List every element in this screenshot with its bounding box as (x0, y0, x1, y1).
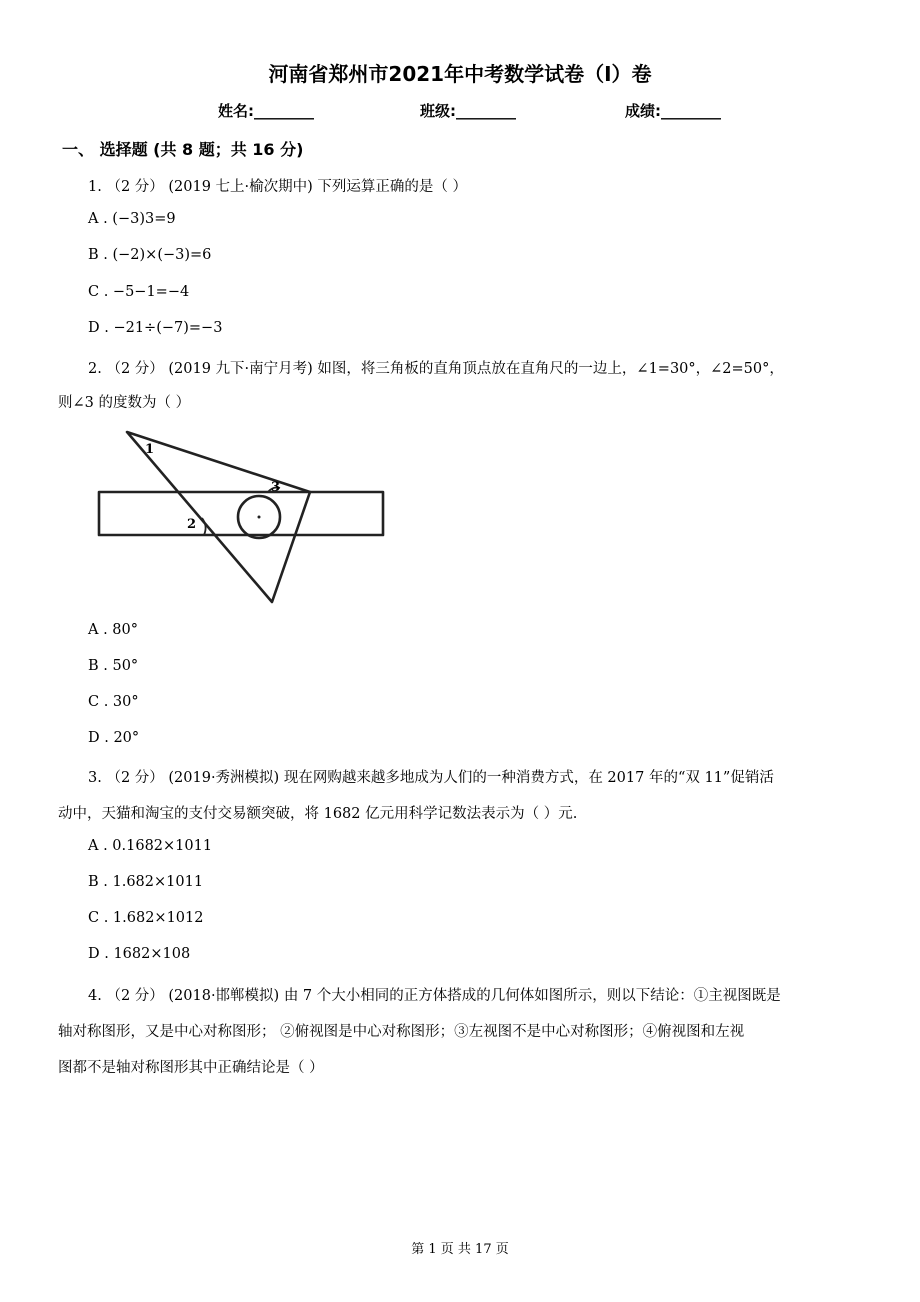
question-2-option-a: A . 80° (88, 622, 138, 638)
question-1-option-b: B . (−2)×(−3)=6 (88, 247, 212, 263)
question-4-stem-cont-1: 轴对称图形，又是中心对称图形； ②俯视图是中心对称图形；③左视图不是中心对称图形；④俯视图和左视 (58, 1024, 745, 1040)
triangle-shape (127, 432, 310, 602)
question-3-stem: 3. （2 分） (2019·秀洲模拟) 现在网购越来越多地成为人们的一种消费方式，在 2017 年的“双 11”促销活 (88, 770, 774, 786)
question-3-option-a: A . 0.1682×1011 (88, 838, 213, 854)
question-4-stem: 4. （2 分） (2018·邯郸模拟) 由 7 个大小相同的正方体搭成的几何体如图所示，则以下结论：①主视图既是 (88, 988, 781, 1004)
angle-2-label: 2 (187, 517, 197, 532)
question-1-stem: 1. （2 分） (2019 七上·榆次期中) 下列运算正确的是（ ） (88, 179, 468, 195)
question-2-stem-cont: 则∠3 的度数为（ ） (58, 395, 191, 411)
question-3-option-d: D . 1682×108 (88, 946, 191, 962)
class-field-label: 班级:________ (420, 102, 516, 120)
question-2-option-b: B . 50° (88, 658, 139, 674)
angle-1-label: 1 (145, 442, 155, 457)
angle-3-label: 3 (271, 480, 281, 495)
question-3-option-c: C . 1.682×1012 (88, 910, 204, 926)
question-2-option-c: C . 30° (88, 694, 139, 710)
page-number: 第 1 页 共 17 页 (411, 1242, 509, 1257)
triangle-ruler-figure (92, 422, 392, 608)
circle-center-dot (258, 516, 261, 519)
question-4-stem-cont-2: 图都不是轴对称图形其中正确结论是（ ） (58, 1060, 324, 1076)
question-1-option-a: A . (−3)3=9 (88, 211, 176, 227)
question-3-stem-cont: 动中，天猫和淘宝的支付交易额突破，将 1682 亿元用科学记数法表示为（ ）元. (58, 806, 578, 822)
question-1-option-d: D . −21÷(−7)=−3 (88, 320, 223, 336)
section-heading: 一、 选择题 (共 8 题；共 16 分) (62, 140, 304, 159)
name-field-label: 姓名:________ (218, 102, 314, 120)
score-field-label: 成绩:________ (625, 102, 721, 120)
question-1-option-c: C . −5−1=−4 (88, 284, 190, 300)
question-2-stem: 2. （2 分） (2019 九下·南宁月考) 如图，将三角板的直角顶点放在直角尺的一边上，∠1=30°，∠2=50°， (88, 361, 784, 377)
question-3-option-b: B . 1.682×1011 (88, 874, 204, 890)
page-title: 河南省郑州市2021年中考数学试卷（I）卷 (268, 62, 652, 86)
question-2-option-d: D . 20° (88, 730, 140, 746)
